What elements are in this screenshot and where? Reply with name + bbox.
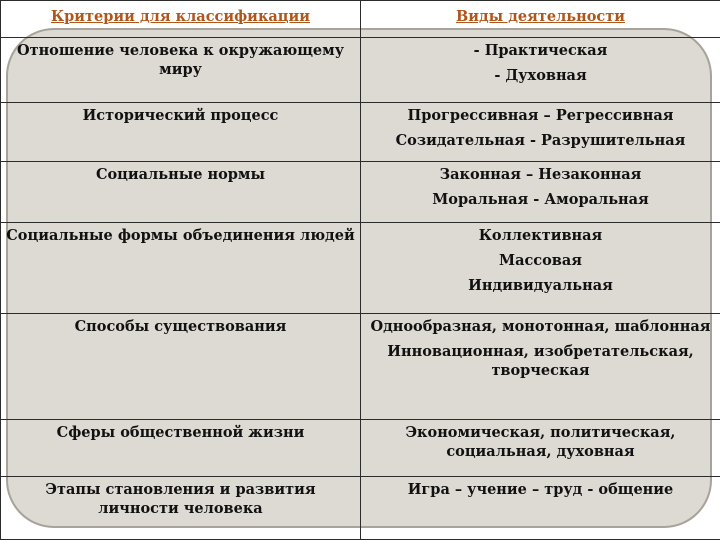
types-cell: [361, 38, 720, 103]
type-line: Прогрессивная – Регрессивная: [407, 106, 674, 124]
type-line: - Духовная: [494, 67, 587, 84]
table-row: [1, 314, 720, 420]
header-types: Виды деятельности: [361, 1, 720, 38]
table-row: [1, 38, 720, 103]
table-row: [1, 420, 720, 477]
type-line: Игра – учение – труд - общение: [407, 481, 674, 499]
type-line: Индивидуальная: [468, 277, 613, 295]
type-line: Массовая: [499, 252, 582, 270]
type-line: Созидательная - Разрушительная: [395, 131, 686, 149]
criterion-cell: Социальные нормы: [1, 161, 361, 222]
table-row: [1, 223, 720, 314]
criterion-cell: Отношение человека к окружающему миру: [1, 38, 361, 103]
types-cell: [361, 314, 720, 420]
types-cell: [361, 223, 720, 314]
criterion-cell: Способы существования: [1, 314, 361, 420]
table-row: [1, 102, 720, 161]
criterion-cell: Исторический процесс: [1, 102, 361, 161]
types-cell: [361, 477, 720, 540]
type-line: Экономическая, политическая, социальная, духовная: [405, 424, 676, 461]
type-line: Моральная - Аморальная: [432, 190, 649, 208]
criterion-cell: Этапы становления и развития личности человека: [1, 477, 361, 540]
table-row: [1, 161, 720, 222]
type-line: - Практическая: [473, 42, 608, 59]
types-cell: [361, 161, 720, 222]
type-line: Законная – Незаконная: [439, 165, 642, 183]
table-row: [1, 477, 720, 540]
type-line: Коллективная: [478, 227, 603, 245]
type-line: Однообразная, монотонная, шаблонная: [370, 318, 711, 336]
criterion-cell: Социальные формы объединения людей: [1, 223, 361, 314]
types-cell: [361, 102, 720, 161]
types-cell: [361, 420, 720, 477]
type-line: Инновационная, изобретательская, творческая: [387, 343, 694, 380]
header-criteria: Критерии для классификации: [1, 1, 361, 38]
criterion-cell: Сферы общественной жизни: [1, 420, 361, 477]
table-header-row: [1, 1, 720, 38]
